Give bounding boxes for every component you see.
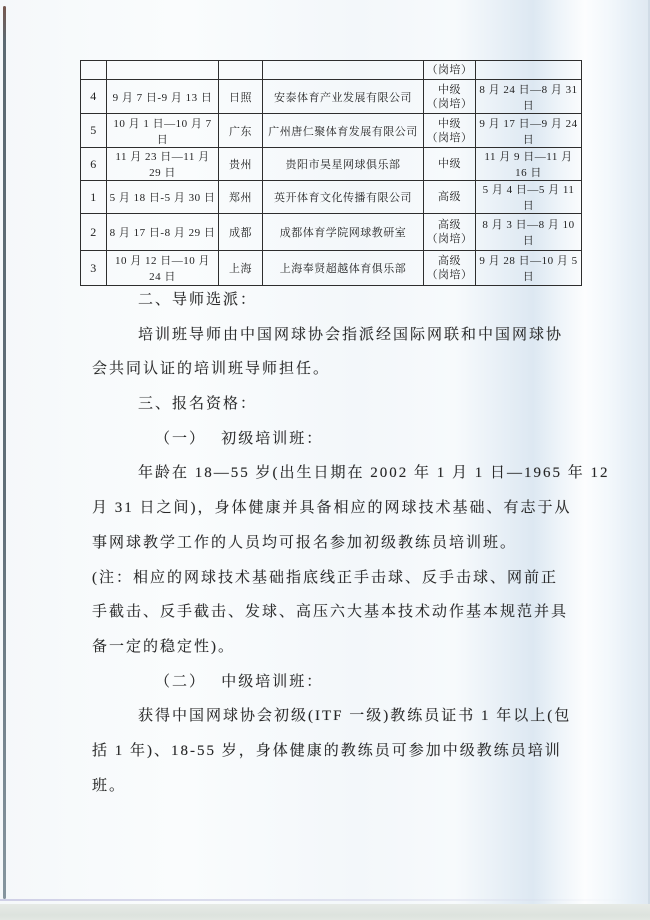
section-heading-mentor-selection: 二、导师选派： xyxy=(138,292,258,308)
scan-left-edge xyxy=(3,6,6,899)
table-row xyxy=(81,181,582,214)
cell-location: 贵州 xyxy=(219,148,263,181)
table-row xyxy=(81,214,582,251)
cell-location: 广东 xyxy=(219,114,263,148)
cell-number: 4 xyxy=(81,80,107,114)
cell-organizer xyxy=(263,61,424,80)
table-row xyxy=(81,114,582,148)
training-schedule-table xyxy=(80,60,582,286)
cell-level: 中级 （岗培） xyxy=(424,80,476,114)
table-row xyxy=(81,80,582,114)
body-line: 获得中国网球协会初级(ITF 一级)教练员证书 1 年以上(包 xyxy=(138,708,572,725)
cell-location: 郑州 xyxy=(219,181,263,214)
body-line: 手截击、反手截击、发球、高压六大基本技术动作基本规范并具 xyxy=(92,604,569,621)
cell-dates: 8 月 17 日-8 月 29 日 xyxy=(107,214,219,251)
cell-registration-dates: 11 月 9 日—11 月 16 日 xyxy=(476,148,582,181)
cell-number: 6 xyxy=(81,148,107,181)
cell-level: 高级 （岗培） xyxy=(424,214,476,251)
body-line: 年龄在 18—55 岁(出生日期在 2002 年 1 月 1 日—1965 年 12 xyxy=(138,465,610,482)
cell-dates: 10 月 1 日—10 月 7 日 xyxy=(107,114,219,148)
cell-number: 1 xyxy=(81,181,107,214)
cell-dates: 9 月 7 日-9 月 13 日 xyxy=(107,80,219,114)
cell-organizer: 英开体育文化传播有限公司 xyxy=(263,181,424,214)
scan-page-bottom-edge xyxy=(0,899,630,901)
table-row xyxy=(81,148,582,181)
cell-location xyxy=(219,61,263,80)
cell-location: 上海 xyxy=(219,251,263,286)
body-line: 班。 xyxy=(92,777,127,794)
body-line: 月 31 日之间)，身体健康并具备相应的网球技术基础、有志于从 xyxy=(92,500,572,517)
cell-dates: 5 月 18 日-5 月 30 日 xyxy=(107,181,219,214)
body-line: 事网球教学工作的人员均可报名参加初级教练员培训班。 xyxy=(92,534,518,551)
cell-registration-dates: 5 月 4 日—5 月 11 日 xyxy=(476,181,582,214)
cell-dates: 11 月 23 日—11 月 29 日 xyxy=(107,148,219,181)
body-line: 备一定的稳定性)。 xyxy=(92,638,235,655)
cell-level: 中级 （岗培） xyxy=(424,114,476,148)
cell-number: 5 xyxy=(81,114,107,148)
cell-level: 高级 xyxy=(424,181,476,214)
body-line: (注：相应的网球技术基础指底线正手击球、反手击球、网前正 xyxy=(92,569,558,586)
cell-organizer: 成都体育学院网球教研室 xyxy=(263,214,424,251)
cell-organizer: 安泰体育产业发展有限公司 xyxy=(263,80,424,114)
cell-level: 高级 （岗培） xyxy=(424,251,476,286)
table-row-continuation xyxy=(81,61,582,80)
cell-level: 中级 xyxy=(424,148,476,181)
body-line: 会共同认证的培训班导师担任。 xyxy=(92,361,331,378)
document-body xyxy=(92,283,610,803)
section-heading-eligibility: 三、报名资格： xyxy=(138,396,258,413)
cell-organizer: 广州唐仁聚体育发展有限公司 xyxy=(263,114,424,148)
cell-dates: 10 月 12 日—10 月 24 日 xyxy=(107,251,219,286)
subsection-heading-beginner-class: （一） 初级培训班： xyxy=(155,430,324,447)
cell-number: 2 xyxy=(81,214,107,251)
body-line: 培训班导师由中国网球协会指派经国际网联和中国网球协 xyxy=(138,326,564,343)
scanner-bed-strip xyxy=(0,904,650,920)
cell-level: （岗培） xyxy=(424,61,476,80)
cell-registration-dates: 8 月 3 日—8 月 10 日 xyxy=(476,214,582,251)
cell-number xyxy=(81,61,107,80)
cell-registration-dates xyxy=(476,61,582,80)
cell-organizer: 贵阳市昊星网球俱乐部 xyxy=(263,148,424,181)
cell-registration-dates: 9 月 17 日—9 月 24 日 xyxy=(476,114,582,148)
cell-number: 3 xyxy=(81,251,107,286)
cell-registration-dates: 9 月 28 日—10 月 5 日 xyxy=(476,251,582,286)
body-line: 括 1 年)、18-55 岁，身体健康的教练员可参加中级教练员培训 xyxy=(92,742,562,759)
cell-location: 日照 xyxy=(219,80,263,114)
cell-location: 成都 xyxy=(219,214,263,251)
cell-organizer: 上海奉贤超越体育俱乐部 xyxy=(263,251,424,286)
cell-registration-dates: 8 月 24 日—8 月 31 日 xyxy=(476,80,582,114)
cell-dates xyxy=(107,61,219,80)
subsection-heading-intermediate-class: （二） 中级培训班： xyxy=(155,673,324,690)
table-row xyxy=(81,251,582,286)
